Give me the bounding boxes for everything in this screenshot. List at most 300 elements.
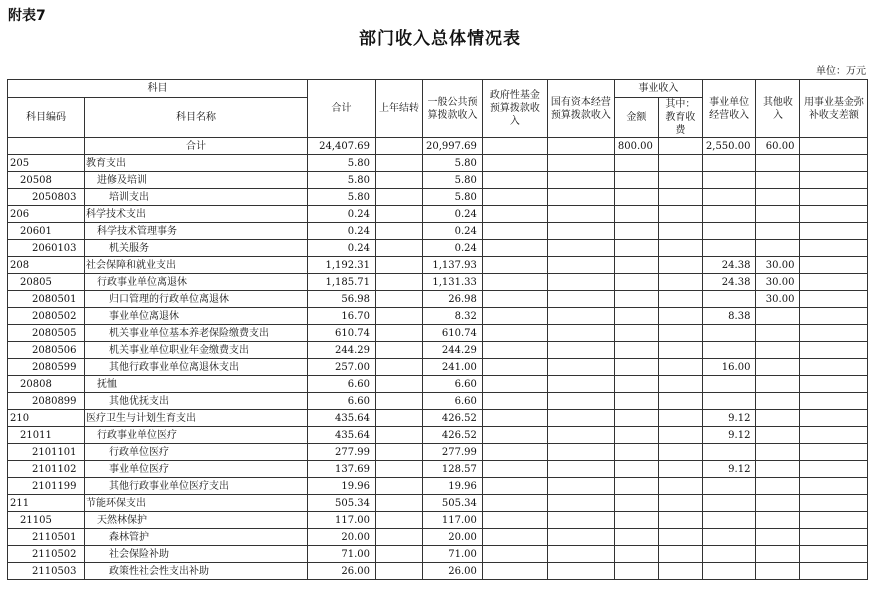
cell-code: 20808 <box>8 376 85 393</box>
cell-prev <box>376 376 423 393</box>
cell-name: 进修及培训 <box>85 172 308 189</box>
cell-edu <box>658 240 702 257</box>
cell-operating: 8.38 <box>702 308 756 325</box>
cell-code <box>8 138 85 155</box>
cell-other <box>756 359 800 376</box>
cell-govfund <box>482 427 547 444</box>
cell-operating <box>702 172 756 189</box>
table-row <box>8 138 868 155</box>
cell-name: 抚恤 <box>85 376 308 393</box>
cell-general: 71.00 <box>423 546 483 563</box>
cell-statecap <box>547 240 614 257</box>
cell-code: 21011 <box>8 427 85 444</box>
cell-amount <box>614 444 658 461</box>
cell-prev <box>376 274 423 291</box>
cell-statecap <box>547 359 614 376</box>
cell-fund <box>800 529 868 546</box>
cell-general: 26.00 <box>423 563 483 580</box>
cell-fund <box>800 189 868 206</box>
cell-total: 505.34 <box>308 495 376 512</box>
table-row <box>8 461 868 478</box>
cell-prev <box>376 257 423 274</box>
cell-total: 24,407.69 <box>308 138 376 155</box>
cell-edu <box>658 512 702 529</box>
cell-amount <box>614 410 658 427</box>
table-row <box>8 308 868 325</box>
table-row <box>8 240 868 257</box>
cell-statecap <box>547 138 614 155</box>
cell-edu <box>658 478 702 495</box>
cell-govfund <box>482 410 547 427</box>
cell-other: 30.00 <box>756 257 800 274</box>
cell-operating <box>702 546 756 563</box>
income-table <box>7 79 868 580</box>
cell-general: 20,997.69 <box>423 138 483 155</box>
cell-amount <box>614 563 658 580</box>
cell-code: 2050803 <box>8 189 85 206</box>
cell-statecap <box>547 291 614 308</box>
cell-code: 211 <box>8 495 85 512</box>
page-title: 部门收入总体情况表 <box>359 29 521 49</box>
cell-code: 20508 <box>8 172 85 189</box>
cell-total: 0.24 <box>308 206 376 223</box>
cell-code: 2110502 <box>8 546 85 563</box>
cell-code: 20805 <box>8 274 85 291</box>
cell-code: 2080599 <box>8 359 85 376</box>
cell-name: 机关事业单位职业年金缴费支出 <box>85 342 308 359</box>
table-body <box>8 138 868 580</box>
cell-code: 208 <box>8 257 85 274</box>
cell-prev <box>376 308 423 325</box>
cell-total: 16.70 <box>308 308 376 325</box>
cell-name: 社会保障和就业支出 <box>85 257 308 274</box>
cell-operating <box>702 206 756 223</box>
cell-general: 8.32 <box>423 308 483 325</box>
cell-other <box>756 342 800 359</box>
cell-operating: 16.00 <box>702 359 756 376</box>
cell-operating <box>702 444 756 461</box>
header-fund-balance: 用事业基金弥补收支差额 <box>800 80 868 138</box>
cell-total: 244.29 <box>308 342 376 359</box>
cell-general: 1,131.33 <box>423 274 483 291</box>
cell-name: 节能环保支出 <box>85 495 308 512</box>
header-general-budget: 一般公共预算拨款收入 <box>423 80 483 138</box>
cell-other <box>756 393 800 410</box>
cell-edu <box>658 376 702 393</box>
cell-operating <box>702 291 756 308</box>
cell-amount <box>614 529 658 546</box>
cell-prev <box>376 563 423 580</box>
cell-fund <box>800 155 868 172</box>
cell-name: 事业单位医疗 <box>85 461 308 478</box>
cell-other <box>756 461 800 478</box>
cell-general: 6.60 <box>423 393 483 410</box>
cell-total: 5.80 <box>308 172 376 189</box>
cell-other: 30.00 <box>756 274 800 291</box>
cell-general: 426.52 <box>423 410 483 427</box>
cell-other <box>756 512 800 529</box>
cell-edu <box>658 206 702 223</box>
cell-other <box>756 206 800 223</box>
cell-fund <box>800 172 868 189</box>
cell-name: 其他优抚支出 <box>85 393 308 410</box>
table-row <box>8 274 868 291</box>
cell-other: 60.00 <box>756 138 800 155</box>
cell-edu <box>658 342 702 359</box>
cell-operating <box>702 325 756 342</box>
cell-statecap <box>547 376 614 393</box>
cell-prev <box>376 461 423 478</box>
cell-total: 19.96 <box>308 478 376 495</box>
cell-statecap <box>547 342 614 359</box>
cell-general: 426.52 <box>423 427 483 444</box>
cell-edu <box>658 155 702 172</box>
cell-total: 71.00 <box>308 546 376 563</box>
cell-total: 6.60 <box>308 393 376 410</box>
cell-fund <box>800 291 868 308</box>
cell-govfund <box>482 291 547 308</box>
cell-name: 天然林保护 <box>85 512 308 529</box>
cell-name: 机关服务 <box>85 240 308 257</box>
cell-name: 其他行政事业单位医疗支出 <box>85 478 308 495</box>
cell-name: 行政事业单位离退休 <box>85 274 308 291</box>
cell-fund <box>800 444 868 461</box>
table-row <box>8 563 868 580</box>
cell-total: 6.60 <box>308 376 376 393</box>
header-unit-operating: 事业单位经营收入 <box>702 80 756 138</box>
cell-edu <box>658 546 702 563</box>
cell-statecap <box>547 274 614 291</box>
cell-prev <box>376 206 423 223</box>
header-business-income: 事业收入 <box>614 80 702 98</box>
cell-total: 610.74 <box>308 325 376 342</box>
table-header <box>8 80 868 138</box>
cell-edu <box>658 138 702 155</box>
cell-amount <box>614 427 658 444</box>
cell-other <box>756 172 800 189</box>
cell-prev <box>376 529 423 546</box>
cell-prev <box>376 325 423 342</box>
table-row <box>8 325 868 342</box>
cell-amount <box>614 512 658 529</box>
cell-other <box>756 240 800 257</box>
unit-label: 单位：万元 <box>816 66 866 77</box>
cell-code: 2080899 <box>8 393 85 410</box>
cell-statecap <box>547 495 614 512</box>
cell-other <box>756 444 800 461</box>
cell-edu <box>658 529 702 546</box>
header-total: 合计 <box>308 80 376 138</box>
cell-name: 其他行政事业单位离退休支出 <box>85 359 308 376</box>
cell-total: 0.24 <box>308 223 376 240</box>
cell-statecap <box>547 393 614 410</box>
cell-govfund <box>482 529 547 546</box>
cell-edu <box>658 495 702 512</box>
cell-fund <box>800 427 868 444</box>
cell-total: 257.00 <box>308 359 376 376</box>
cell-operating <box>702 376 756 393</box>
cell-edu <box>658 444 702 461</box>
table-row <box>8 546 868 563</box>
cell-prev <box>376 410 423 427</box>
cell-other <box>756 529 800 546</box>
cell-operating: 24.38 <box>702 257 756 274</box>
cell-govfund <box>482 563 547 580</box>
cell-amount <box>614 172 658 189</box>
cell-operating <box>702 240 756 257</box>
cell-amount <box>614 325 658 342</box>
cell-edu <box>658 410 702 427</box>
header-prev-balance: 上年结转 <box>376 80 423 138</box>
cell-fund <box>800 206 868 223</box>
cell-code: 2110501 <box>8 529 85 546</box>
cell-operating: 9.12 <box>702 410 756 427</box>
cell-statecap <box>547 512 614 529</box>
cell-operating: 24.38 <box>702 274 756 291</box>
cell-name: 政策性社会性支出补助 <box>85 563 308 580</box>
cell-govfund <box>482 342 547 359</box>
cell-amount <box>614 223 658 240</box>
cell-total: 117.00 <box>308 512 376 529</box>
cell-general: 19.96 <box>423 478 483 495</box>
table-row <box>8 359 868 376</box>
cell-name: 合计 <box>85 138 308 155</box>
table-row <box>8 172 868 189</box>
cell-name: 医疗卫生与计划生育支出 <box>85 410 308 427</box>
cell-govfund <box>482 325 547 342</box>
table-row <box>8 529 868 546</box>
attachment-label: 附表7 <box>8 8 46 24</box>
cell-amount <box>614 240 658 257</box>
header-subject: 科目 <box>8 80 308 98</box>
cell-amount <box>614 206 658 223</box>
cell-statecap <box>547 189 614 206</box>
cell-amount <box>614 342 658 359</box>
cell-edu <box>658 291 702 308</box>
cell-operating: 2,550.00 <box>702 138 756 155</box>
table-row <box>8 257 868 274</box>
cell-amount <box>614 393 658 410</box>
cell-fund <box>800 138 868 155</box>
cell-edu <box>658 359 702 376</box>
cell-other <box>756 325 800 342</box>
cell-general: 117.00 <box>423 512 483 529</box>
cell-general: 128.57 <box>423 461 483 478</box>
cell-general: 5.80 <box>423 155 483 172</box>
cell-code: 21105 <box>8 512 85 529</box>
cell-name: 行政单位医疗 <box>85 444 308 461</box>
header-state-capital: 国有资本经营预算拨款收入 <box>547 80 614 138</box>
cell-other <box>756 410 800 427</box>
cell-govfund <box>482 155 547 172</box>
cell-operating <box>702 495 756 512</box>
cell-statecap <box>547 325 614 342</box>
table-row <box>8 206 868 223</box>
cell-govfund <box>482 138 547 155</box>
cell-govfund <box>482 461 547 478</box>
cell-statecap <box>547 461 614 478</box>
cell-code: 206 <box>8 206 85 223</box>
cell-fund <box>800 308 868 325</box>
table-row <box>8 427 868 444</box>
cell-total: 20.00 <box>308 529 376 546</box>
cell-code: 210 <box>8 410 85 427</box>
cell-total: 0.24 <box>308 240 376 257</box>
cell-govfund <box>482 274 547 291</box>
cell-amount <box>614 478 658 495</box>
cell-prev <box>376 189 423 206</box>
cell-operating: 9.12 <box>702 427 756 444</box>
cell-statecap <box>547 223 614 240</box>
cell-fund <box>800 342 868 359</box>
cell-code: 2080501 <box>8 291 85 308</box>
cell-code: 205 <box>8 155 85 172</box>
cell-general: 0.24 <box>423 206 483 223</box>
cell-prev <box>376 291 423 308</box>
cell-code: 2080505 <box>8 325 85 342</box>
cell-total: 5.80 <box>308 155 376 172</box>
cell-other <box>756 495 800 512</box>
cell-prev <box>376 512 423 529</box>
cell-edu <box>658 563 702 580</box>
cell-fund <box>800 512 868 529</box>
cell-govfund <box>482 512 547 529</box>
cell-total: 1,192.31 <box>308 257 376 274</box>
cell-general: 277.99 <box>423 444 483 461</box>
cell-operating <box>702 342 756 359</box>
cell-edu <box>658 393 702 410</box>
cell-amount <box>614 155 658 172</box>
table-row <box>8 512 868 529</box>
cell-general: 0.24 <box>423 223 483 240</box>
table-row <box>8 444 868 461</box>
cell-edu <box>658 189 702 206</box>
cell-general: 241.00 <box>423 359 483 376</box>
cell-fund <box>800 376 868 393</box>
cell-other <box>756 427 800 444</box>
cell-operating <box>702 189 756 206</box>
cell-total: 5.80 <box>308 189 376 206</box>
cell-name: 科学技术管理事务 <box>85 223 308 240</box>
cell-other <box>756 546 800 563</box>
cell-code: 2080506 <box>8 342 85 359</box>
table-row <box>8 495 868 512</box>
table-row <box>8 410 868 427</box>
cell-code: 2080502 <box>8 308 85 325</box>
cell-code: 2101102 <box>8 461 85 478</box>
cell-total: 277.99 <box>308 444 376 461</box>
cell-code: 2101199 <box>8 478 85 495</box>
cell-operating <box>702 393 756 410</box>
cell-statecap <box>547 563 614 580</box>
cell-name: 科学技术支出 <box>85 206 308 223</box>
cell-general: 244.29 <box>423 342 483 359</box>
cell-general: 20.00 <box>423 529 483 546</box>
cell-govfund <box>482 546 547 563</box>
cell-name: 归口管理的行政单位离退休 <box>85 291 308 308</box>
cell-general: 1,137.93 <box>423 257 483 274</box>
cell-statecap <box>547 410 614 427</box>
cell-govfund <box>482 495 547 512</box>
cell-code: 2060103 <box>8 240 85 257</box>
cell-code: 2101101 <box>8 444 85 461</box>
cell-general: 0.24 <box>423 240 483 257</box>
cell-govfund <box>482 189 547 206</box>
cell-total: 1,185.71 <box>308 274 376 291</box>
cell-general: 5.80 <box>423 172 483 189</box>
cell-name: 森林管护 <box>85 529 308 546</box>
cell-amount: 800.00 <box>614 138 658 155</box>
cell-edu <box>658 172 702 189</box>
cell-amount <box>614 461 658 478</box>
header-subject-code: 科目编码 <box>8 98 85 138</box>
cell-operating <box>702 223 756 240</box>
cell-prev <box>376 495 423 512</box>
table-row <box>8 291 868 308</box>
cell-total: 56.98 <box>308 291 376 308</box>
cell-govfund <box>482 393 547 410</box>
cell-govfund <box>482 359 547 376</box>
cell-statecap <box>547 308 614 325</box>
header-amount: 金额 <box>614 98 658 138</box>
cell-govfund <box>482 206 547 223</box>
cell-other: 30.00 <box>756 291 800 308</box>
cell-fund <box>800 393 868 410</box>
cell-prev <box>376 155 423 172</box>
cell-statecap <box>547 206 614 223</box>
header-gov-fund: 政府性基金预算拨款收入 <box>482 80 547 138</box>
header-subject-name: 科目名称 <box>85 98 308 138</box>
table-row <box>8 393 868 410</box>
cell-name: 事业单位离退休 <box>85 308 308 325</box>
cell-other <box>756 376 800 393</box>
cell-edu <box>658 223 702 240</box>
cell-fund <box>800 410 868 427</box>
cell-edu <box>658 257 702 274</box>
cell-govfund <box>482 376 547 393</box>
cell-operating <box>702 512 756 529</box>
cell-fund <box>800 223 868 240</box>
cell-operating: 9.12 <box>702 461 756 478</box>
cell-statecap <box>547 529 614 546</box>
cell-prev <box>376 240 423 257</box>
cell-statecap <box>547 444 614 461</box>
cell-statecap <box>547 427 614 444</box>
cell-fund <box>800 325 868 342</box>
cell-other <box>756 478 800 495</box>
cell-code: 20601 <box>8 223 85 240</box>
cell-operating <box>702 563 756 580</box>
cell-prev <box>376 342 423 359</box>
cell-general: 6.60 <box>423 376 483 393</box>
cell-amount <box>614 257 658 274</box>
table-row <box>8 342 868 359</box>
cell-prev <box>376 546 423 563</box>
cell-govfund <box>482 240 547 257</box>
cell-govfund <box>482 478 547 495</box>
cell-name: 培训支出 <box>85 189 308 206</box>
cell-general: 505.34 <box>423 495 483 512</box>
cell-amount <box>614 546 658 563</box>
cell-general: 5.80 <box>423 189 483 206</box>
cell-fund <box>800 563 868 580</box>
cell-prev <box>376 427 423 444</box>
cell-other <box>756 223 800 240</box>
cell-amount <box>614 291 658 308</box>
cell-general: 26.98 <box>423 291 483 308</box>
cell-operating <box>702 155 756 172</box>
cell-prev <box>376 138 423 155</box>
